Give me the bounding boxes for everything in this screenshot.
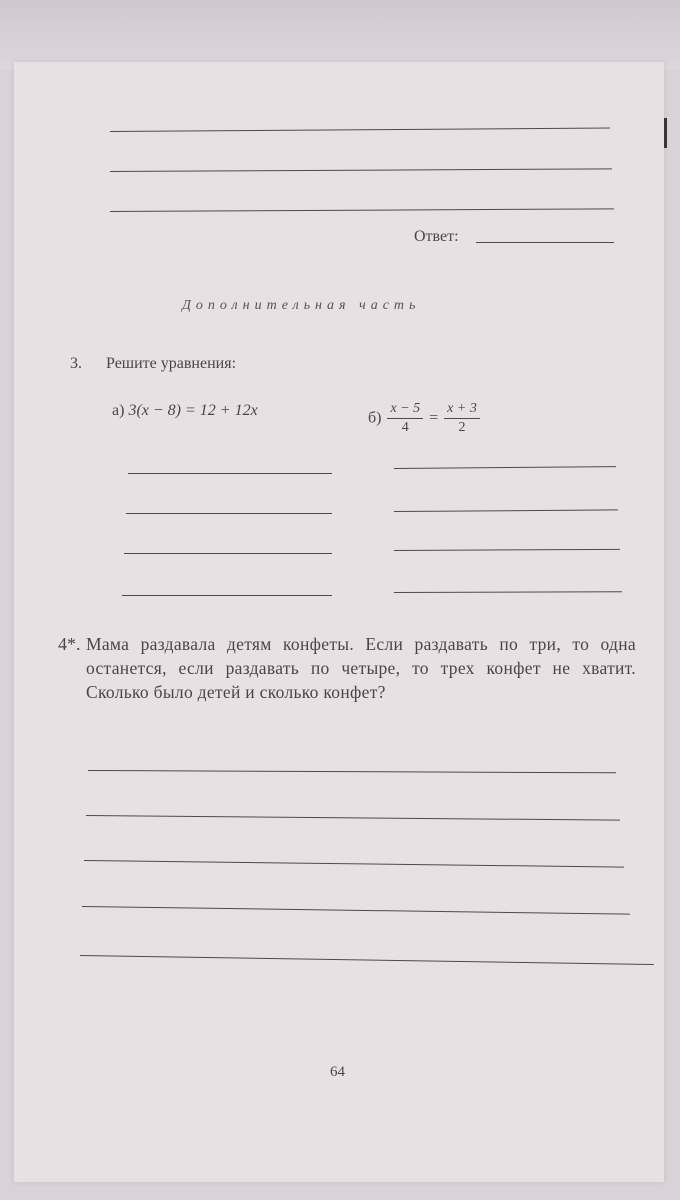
equation-a-label: а): [112, 402, 125, 419]
solution-line-a[interactable]: [126, 513, 332, 514]
fraction-left: [387, 400, 423, 437]
task-4-text: Мама раздавала детям конфеты. Если раздавать по три, то одна останется, если раздавать по четыре, то трех конфет не хватит. Сколько было детей и сколько конфет?: [86, 634, 636, 702]
equation-a-text: 3(x − 8) = 12 + 12x: [128, 402, 258, 419]
page-number: 64: [330, 1064, 345, 1080]
task-4-number: 4*.: [58, 634, 81, 654]
fraction-left-denominator: 4: [401, 420, 409, 435]
answer-field-line[interactable]: [476, 242, 614, 243]
fraction-right: [444, 400, 480, 437]
background-shadow: [0, 0, 680, 70]
task-3-number: 3.: [70, 355, 82, 372]
equation-b-label: б): [368, 409, 382, 427]
page-edge-mark: [664, 118, 667, 148]
answer-label: Ответ:: [414, 228, 459, 245]
equals-sign: =: [429, 409, 439, 427]
fraction-right-numerator: x + 3: [444, 400, 480, 419]
section-title: Дополнительная часть: [182, 298, 421, 313]
solution-line-a[interactable]: [122, 595, 332, 596]
fraction-left-numerator: x − 5: [387, 400, 423, 419]
workbook-page: [14, 62, 664, 1182]
equation-b: [368, 400, 482, 437]
equation-a: [112, 402, 258, 420]
task-3-title: Решите уравнения:: [106, 355, 237, 372]
solution-line-a[interactable]: [128, 473, 332, 474]
fraction-right-denominator: 2: [458, 420, 466, 435]
solution-line-a[interactable]: [124, 553, 332, 554]
